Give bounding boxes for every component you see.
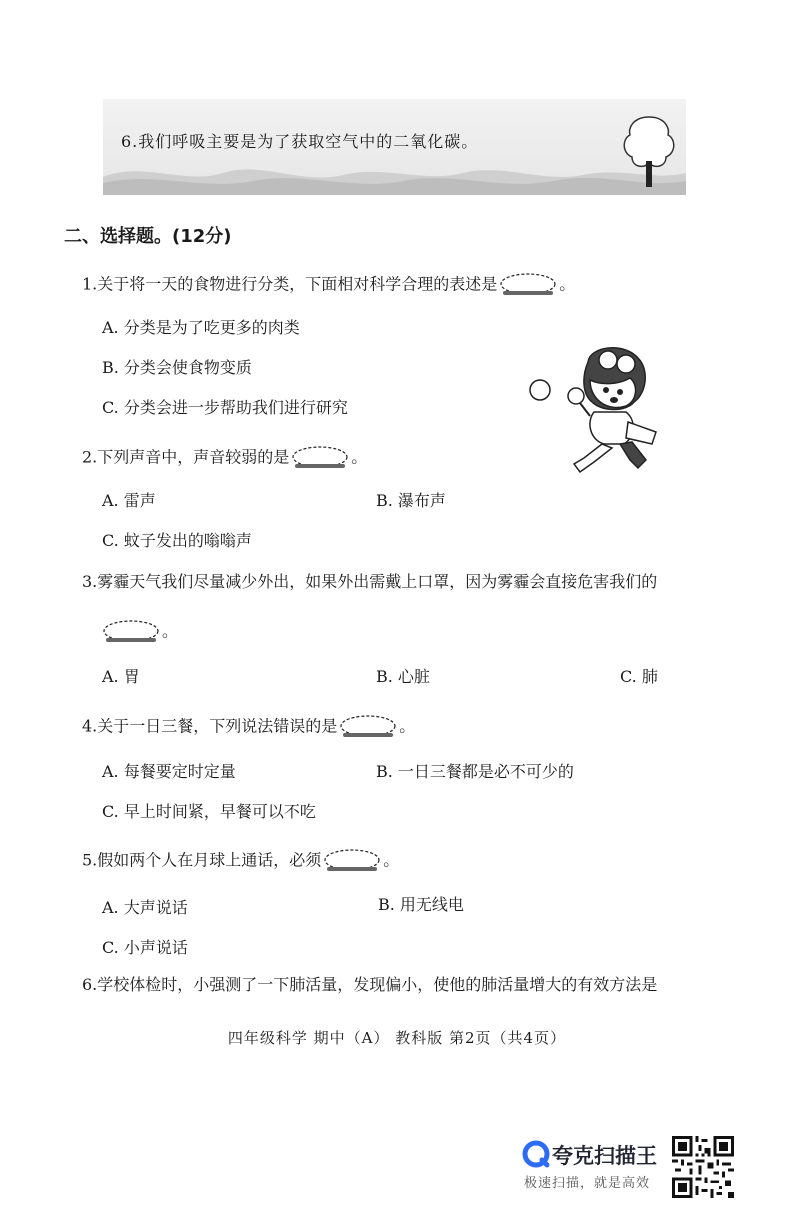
q3-option-c[interactable]: C. 肺 xyxy=(620,667,658,686)
question-3-text: 3.雾霾天气我们尽量减少外出，如果外出需戴上口罩，因为雾霾会直接危害我们的 xyxy=(82,572,658,591)
qr-code-icon xyxy=(672,1136,734,1198)
q1-option-c[interactable]: C. 分类会进一步帮助我们进行研究 xyxy=(102,398,348,417)
tree-icon xyxy=(620,113,678,189)
q4-option-b[interactable]: B. 一日三餐都是必不可少的 xyxy=(376,762,574,781)
q5-option-c[interactable]: C. 小声说话 xyxy=(102,938,188,957)
question-6 xyxy=(82,975,657,995)
page-footer: 四年级科学 期中（A） 教科版 第2页（共4页） xyxy=(227,1029,567,1047)
question-6-text: 6.学校体检时，小强测了一下肺活量，发现偏小，使他的肺活量增大的有效方法是 xyxy=(82,975,658,994)
question-1-text: 1.关于将一天的食物进行分类，下面相对科学合理的表述是 xyxy=(82,274,498,294)
section-title: 二、选择题。(12分) xyxy=(64,226,232,247)
q1-option-b[interactable]: B. 分类会使食物变质 xyxy=(102,358,252,377)
scanner-slogan: 极速扫描，就是高效 xyxy=(524,1176,651,1191)
true-false-banner xyxy=(103,99,686,195)
question-5 xyxy=(82,848,399,874)
cartoon-boy-illustration xyxy=(528,340,668,475)
question-5-end: 。 xyxy=(383,850,400,870)
scanner-watermark xyxy=(522,1134,672,1194)
question-4-end: 。 xyxy=(399,716,416,736)
question-3-end: 。 xyxy=(162,621,179,641)
q4-option-c[interactable]: C. 早上时间紧，早餐可以不吃 xyxy=(102,802,316,821)
question-1 xyxy=(82,272,575,298)
question-2-text: 2.下列声音中，声音较弱的是 xyxy=(82,447,290,467)
answer-blank-2[interactable] xyxy=(291,445,349,471)
answer-blank-5[interactable] xyxy=(323,848,381,874)
banner-wave-decoration xyxy=(103,155,686,195)
q5-option-b[interactable]: B. 用无线电 xyxy=(378,895,464,914)
answer-blank-3[interactable] xyxy=(102,619,160,645)
q2-option-a[interactable]: A. 雷声 xyxy=(102,491,156,510)
question-4-text: 4.关于一日三餐，下列说法错误的是 xyxy=(82,716,338,736)
answer-blank-4[interactable] xyxy=(339,714,397,740)
scanner-title: 夸克扫描王 xyxy=(552,1144,657,1168)
q2-option-c[interactable]: C. 蚊子发出的嗡嗡声 xyxy=(102,531,252,550)
question-5-text: 5.假如两个人在月球上通话，必须 xyxy=(82,850,322,870)
question-4 xyxy=(82,714,415,740)
q3-option-a[interactable]: A. 胃 xyxy=(102,667,140,686)
question-3-continued xyxy=(100,619,178,645)
q2-option-b[interactable]: B. 瀑布声 xyxy=(376,491,446,510)
banner-statement: 6.我们呼吸主要是为了获取空气中的二氧化碳。 xyxy=(121,132,479,151)
q1-option-a[interactable]: A. 分类是为了吃更多的肉类 xyxy=(102,318,300,337)
question-2-end: 。 xyxy=(351,447,368,467)
scanner-logo-icon xyxy=(522,1140,550,1168)
question-2 xyxy=(82,445,367,471)
q4-option-a[interactable]: A. 每餐要定时定量 xyxy=(102,762,236,781)
q5-option-a[interactable]: A. 大声说话 xyxy=(102,898,188,917)
q3-option-b[interactable]: B. 心脏 xyxy=(376,667,430,686)
question-3 xyxy=(82,572,657,592)
question-1-end: 。 xyxy=(559,274,576,294)
answer-blank-1[interactable] xyxy=(499,272,557,298)
